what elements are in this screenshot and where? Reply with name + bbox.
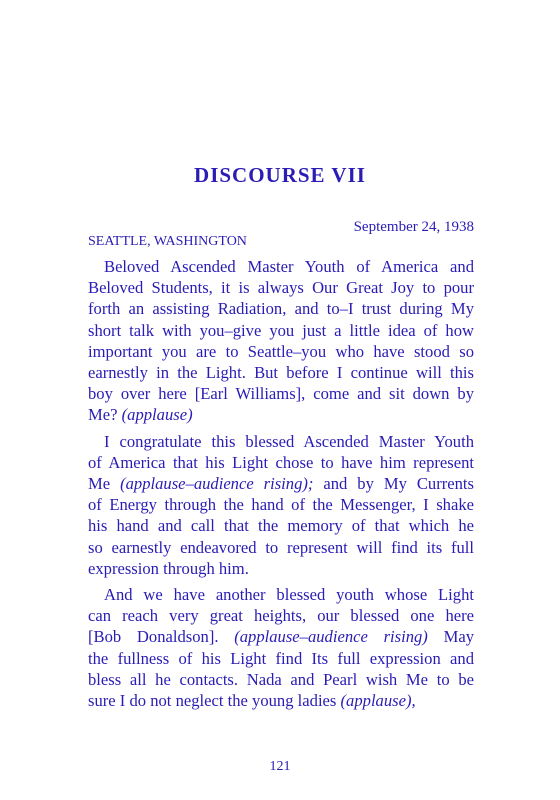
text-segment: of Energy through the hand of the Messenger, I shake xyxy=(88,495,474,515)
text-segment: and by My Currents xyxy=(313,474,474,494)
discourse-location: SEATTLE, WASHINGTON xyxy=(88,234,247,249)
text-segment: so earnestly endeavored to represent will find its full xyxy=(88,537,474,557)
text-line xyxy=(88,256,474,277)
discourse-heading: DISCOURSE VII xyxy=(194,163,366,187)
text-segment: Beloved Students, it is always Our Great Joy to pour xyxy=(88,278,474,298)
text-segment: Beloved Ascended Master Youth of America and xyxy=(104,257,474,276)
text-line xyxy=(88,605,474,626)
text-line xyxy=(88,473,474,494)
text-segment: bless all he contacts. Nada and Pearl wish Me to be xyxy=(88,669,474,689)
text-segment: May xyxy=(427,627,474,647)
text-segment: boy over here [Earl Williams], come and sit down by xyxy=(88,384,474,404)
text-segment: expression through him. xyxy=(88,558,249,578)
paragraph xyxy=(88,431,474,579)
text-segment: important you are to Seattle–you who have stood so xyxy=(88,341,474,361)
text-segment: [Bob Donaldson]. xyxy=(88,627,235,647)
text-line xyxy=(88,669,474,690)
text-line xyxy=(88,690,474,711)
text-segment: Me? xyxy=(88,405,122,425)
text-line xyxy=(88,537,474,558)
text-line xyxy=(88,494,474,515)
text-line xyxy=(88,452,474,473)
text-line xyxy=(88,362,474,383)
paragraph xyxy=(88,256,474,426)
text-segment: can reach very great heights, our blessed one here xyxy=(88,606,474,626)
discourse-body xyxy=(88,256,474,711)
text-segment: I congratulate this blessed Ascended Master Youth xyxy=(104,431,474,451)
text-line xyxy=(88,298,474,319)
text-line xyxy=(88,648,474,669)
text-line xyxy=(88,404,474,425)
text-line xyxy=(88,431,474,452)
italic-annotation: (applause–audience rising); xyxy=(120,474,314,494)
page-number: 121 xyxy=(269,759,291,774)
text-segment: of America that his Light chose to have him represent xyxy=(88,452,474,472)
discourse-date: September 24, 1938 xyxy=(353,219,474,235)
text-segment: the fullness of his Light find Its full expression and xyxy=(88,648,474,668)
text-line xyxy=(88,277,474,298)
text-line xyxy=(88,515,474,536)
text-line xyxy=(88,320,474,341)
text-segment: Me xyxy=(88,474,121,494)
text-segment: earnestly in the Light. But before I continue will this xyxy=(88,363,474,383)
italic-annotation: (applause–audience rising) xyxy=(234,627,428,647)
text-segment: forth an assisting Radiation, and to–I trust during My xyxy=(88,299,474,319)
text-line xyxy=(88,626,474,647)
text-segment: his hand and call that the memory of that which he xyxy=(88,516,474,536)
text-segment: sure I do not neglect the young ladies xyxy=(88,691,341,711)
text-segment: And we have another blessed youth whose Light xyxy=(104,585,474,605)
italic-annotation: (applause), xyxy=(340,691,416,711)
italic-annotation: (applause) xyxy=(121,405,193,425)
text-line xyxy=(88,584,474,605)
text-line xyxy=(88,341,474,362)
text-segment: short talk with you–give you just a little idea of how xyxy=(88,320,474,340)
paragraph xyxy=(88,584,474,711)
text-line xyxy=(88,383,474,404)
text-line xyxy=(88,558,474,579)
